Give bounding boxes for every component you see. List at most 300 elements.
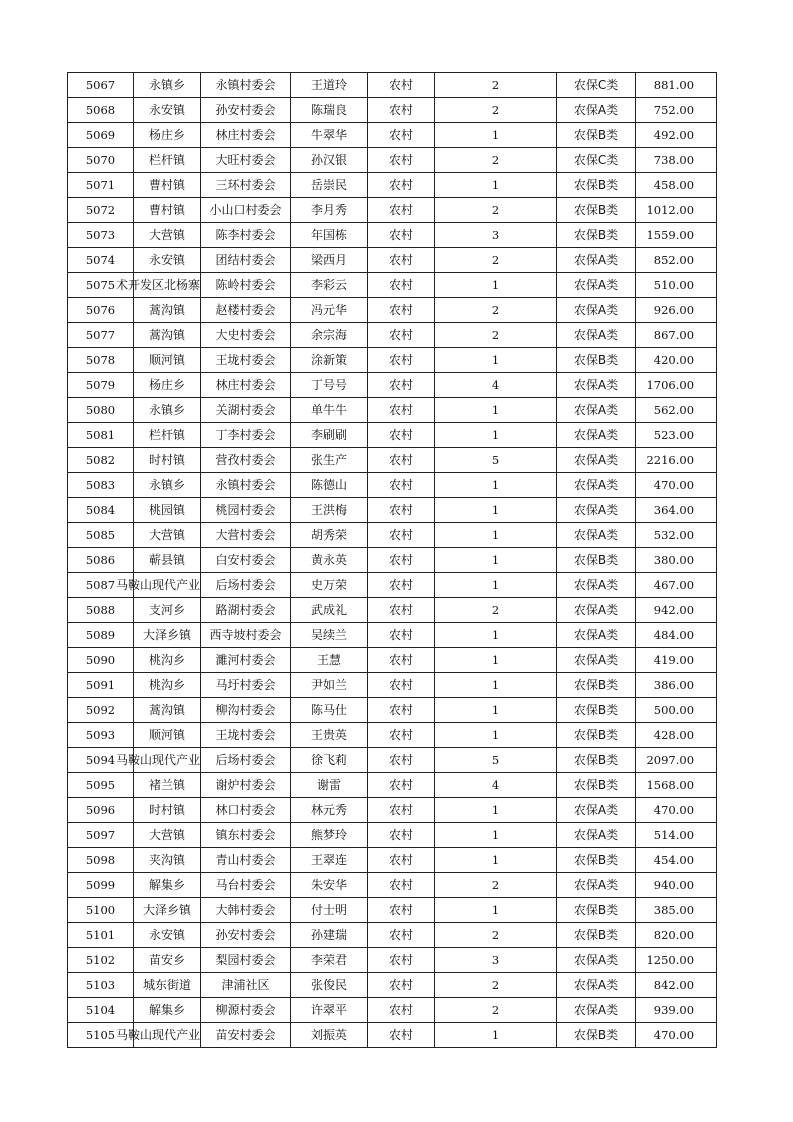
town-cell: 永镇乡 xyxy=(134,73,201,98)
insurance-category-cell: 农保C类 xyxy=(557,73,636,98)
household-size-cell: 1 xyxy=(435,398,557,423)
village-cell: 小山口村委会 xyxy=(201,198,291,223)
area-type-cell: 农村 xyxy=(368,748,435,773)
village-cell: 团结村委会 xyxy=(201,248,291,273)
town-cell: 时村镇 xyxy=(134,798,201,823)
amount-cell: 926.00 xyxy=(636,298,717,323)
area-type-cell: 农村 xyxy=(368,1023,435,1048)
area-type-cell: 农村 xyxy=(368,898,435,923)
area-type-cell: 农村 xyxy=(368,148,435,173)
household-size-cell: 1 xyxy=(435,548,557,573)
insurance-category-cell: 农保A类 xyxy=(557,573,636,598)
table-row xyxy=(68,548,717,573)
amount-cell: 942.00 xyxy=(636,598,717,623)
person-name-cell: 林元秀 xyxy=(291,798,368,823)
town-cell: 时村镇 xyxy=(134,448,201,473)
amount-cell: 484.00 xyxy=(636,623,717,648)
area-type-cell: 农村 xyxy=(368,773,435,798)
town-cell: 蒿沟镇 xyxy=(134,298,201,323)
table-row xyxy=(68,948,717,973)
amount-cell: 419.00 xyxy=(636,648,717,673)
record-id-cell: 5093 xyxy=(68,723,134,748)
insurance-category-cell: 农保B类 xyxy=(557,748,636,773)
area-type-cell: 农村 xyxy=(368,948,435,973)
record-id-cell: 5078 xyxy=(68,348,134,373)
village-cell: 梨园村委会 xyxy=(201,948,291,973)
town-cell: 马鞍山现代产业 xyxy=(134,573,201,598)
household-size-cell: 1 xyxy=(435,523,557,548)
area-type-cell: 农村 xyxy=(368,698,435,723)
village-cell: 孙安村委会 xyxy=(201,923,291,948)
amount-cell: 1559.00 xyxy=(636,223,717,248)
household-size-cell: 3 xyxy=(435,223,557,248)
record-id-cell: 5088 xyxy=(68,598,134,623)
village-cell: 关湖村委会 xyxy=(201,398,291,423)
amount-cell: 523.00 xyxy=(636,423,717,448)
town-cell: 蒿沟镇 xyxy=(134,323,201,348)
household-size-cell: 1 xyxy=(435,723,557,748)
insurance-category-cell: 农保A类 xyxy=(557,98,636,123)
record-id-cell: 5098 xyxy=(68,848,134,873)
record-id-cell: 5072 xyxy=(68,198,134,223)
amount-cell: 867.00 xyxy=(636,323,717,348)
town-cell: 永镇乡 xyxy=(134,473,201,498)
insurance-category-cell: 农保A类 xyxy=(557,398,636,423)
person-name-cell: 岳崇民 xyxy=(291,173,368,198)
area-type-cell: 农村 xyxy=(368,973,435,998)
town-cell: 马鞍山现代产业 xyxy=(134,1023,201,1048)
person-name-cell: 年国栋 xyxy=(291,223,368,248)
table-row xyxy=(68,173,717,198)
village-cell: 青山村委会 xyxy=(201,848,291,873)
area-type-cell: 农村 xyxy=(368,198,435,223)
table-row xyxy=(68,598,717,623)
area-type-cell: 农村 xyxy=(368,648,435,673)
town-cell: 曹村镇 xyxy=(134,198,201,223)
area-type-cell: 农村 xyxy=(368,123,435,148)
insurance-category-cell: 农保B类 xyxy=(557,548,636,573)
town-cell: 大营镇 xyxy=(134,823,201,848)
amount-cell: 532.00 xyxy=(636,523,717,548)
household-size-cell: 1 xyxy=(435,423,557,448)
town-cell: 顺河镇 xyxy=(134,723,201,748)
amount-cell: 510.00 xyxy=(636,273,717,298)
table-row xyxy=(68,223,717,248)
insurance-category-cell: 农保B类 xyxy=(557,698,636,723)
amount-cell: 470.00 xyxy=(636,473,717,498)
area-type-cell: 农村 xyxy=(368,273,435,298)
person-name-cell: 王慧 xyxy=(291,648,368,673)
table-row xyxy=(68,448,717,473)
insurance-category-cell: 农保B类 xyxy=(557,1023,636,1048)
household-size-cell: 4 xyxy=(435,373,557,398)
record-id-cell: 5094 xyxy=(68,748,134,773)
table-row xyxy=(68,1023,717,1048)
record-id-cell: 5075 xyxy=(68,273,134,298)
table-row xyxy=(68,848,717,873)
table-row xyxy=(68,123,717,148)
amount-cell: 470.00 xyxy=(636,798,717,823)
household-size-cell: 1 xyxy=(435,348,557,373)
amount-cell: 386.00 xyxy=(636,673,717,698)
town-cell: 桃沟乡 xyxy=(134,648,201,673)
household-size-cell: 1 xyxy=(435,798,557,823)
village-cell: 津浦社区 xyxy=(201,973,291,998)
amount-cell: 820.00 xyxy=(636,923,717,948)
insurance-category-cell: 农保A类 xyxy=(557,998,636,1023)
table-row xyxy=(68,73,717,98)
town-cell: 解集乡 xyxy=(134,998,201,1023)
amount-cell: 562.00 xyxy=(636,398,717,423)
village-cell: 王垅村委会 xyxy=(201,723,291,748)
person-name-cell: 王洪梅 xyxy=(291,498,368,523)
table-body xyxy=(68,73,717,1048)
welfare-table xyxy=(67,72,717,1048)
household-size-cell: 1 xyxy=(435,123,557,148)
area-type-cell: 农村 xyxy=(368,623,435,648)
village-cell: 三环村委会 xyxy=(201,173,291,198)
village-cell: 永镇村委会 xyxy=(201,73,291,98)
table-row xyxy=(68,198,717,223)
town-cell: 解集乡 xyxy=(134,873,201,898)
amount-cell: 364.00 xyxy=(636,498,717,523)
insurance-category-cell: 农保A类 xyxy=(557,623,636,648)
person-name-cell: 陈瑞良 xyxy=(291,98,368,123)
amount-cell: 842.00 xyxy=(636,973,717,998)
amount-cell: 458.00 xyxy=(636,173,717,198)
area-type-cell: 农村 xyxy=(368,298,435,323)
area-type-cell: 农村 xyxy=(368,423,435,448)
person-name-cell: 王翠连 xyxy=(291,848,368,873)
insurance-category-cell: 农保C类 xyxy=(557,148,636,173)
village-cell: 大旺村委会 xyxy=(201,148,291,173)
village-cell: 马圩村委会 xyxy=(201,673,291,698)
village-cell: 镇东村委会 xyxy=(201,823,291,848)
amount-cell: 881.00 xyxy=(636,73,717,98)
town-cell: 术开发区北杨寨 xyxy=(134,273,201,298)
record-id-cell: 5101 xyxy=(68,923,134,948)
person-name-cell: 李刷刷 xyxy=(291,423,368,448)
amount-cell: 467.00 xyxy=(636,573,717,598)
person-name-cell: 刘振英 xyxy=(291,1023,368,1048)
village-cell: 孙安村委会 xyxy=(201,98,291,123)
insurance-category-cell: 农保A类 xyxy=(557,798,636,823)
town-cell: 蕲县镇 xyxy=(134,548,201,573)
insurance-category-cell: 农保A类 xyxy=(557,948,636,973)
insurance-category-cell: 农保A类 xyxy=(557,298,636,323)
household-size-cell: 1 xyxy=(435,898,557,923)
village-cell: 后场村委会 xyxy=(201,573,291,598)
person-name-cell: 孙汉银 xyxy=(291,148,368,173)
table-row xyxy=(68,423,717,448)
amount-cell: 500.00 xyxy=(636,698,717,723)
area-type-cell: 农村 xyxy=(368,998,435,1023)
record-id-cell: 5092 xyxy=(68,698,134,723)
insurance-category-cell: 农保A类 xyxy=(557,648,636,673)
area-type-cell: 农村 xyxy=(368,523,435,548)
person-name-cell: 徐飞莉 xyxy=(291,748,368,773)
table-row xyxy=(68,273,717,298)
record-id-cell: 5089 xyxy=(68,623,134,648)
amount-cell: 428.00 xyxy=(636,723,717,748)
village-cell: 林庄村委会 xyxy=(201,123,291,148)
village-cell: 丁李村委会 xyxy=(201,423,291,448)
insurance-category-cell: 农保B类 xyxy=(557,773,636,798)
table-row xyxy=(68,298,717,323)
record-id-cell: 5087 xyxy=(68,573,134,598)
town-cell: 永镇乡 xyxy=(134,398,201,423)
household-size-cell: 1 xyxy=(435,498,557,523)
town-cell: 永安镇 xyxy=(134,98,201,123)
village-cell: 马台村委会 xyxy=(201,873,291,898)
area-type-cell: 农村 xyxy=(368,223,435,248)
record-id-cell: 5099 xyxy=(68,873,134,898)
town-cell: 曹村镇 xyxy=(134,173,201,198)
village-cell: 柳沟村委会 xyxy=(201,698,291,723)
household-size-cell: 2 xyxy=(435,298,557,323)
record-id-cell: 5070 xyxy=(68,148,134,173)
town-cell: 顺河镇 xyxy=(134,348,201,373)
amount-cell: 940.00 xyxy=(636,873,717,898)
insurance-category-cell: 农保A类 xyxy=(557,873,636,898)
record-id-cell: 5069 xyxy=(68,123,134,148)
table-row xyxy=(68,623,717,648)
household-size-cell: 5 xyxy=(435,448,557,473)
insurance-category-cell: 农保A类 xyxy=(557,498,636,523)
amount-cell: 738.00 xyxy=(636,148,717,173)
table-row xyxy=(68,348,717,373)
household-size-cell: 1 xyxy=(435,1023,557,1048)
village-cell: 大韩村委会 xyxy=(201,898,291,923)
village-cell: 赵楼村委会 xyxy=(201,298,291,323)
table-row xyxy=(68,898,717,923)
person-name-cell: 冯元华 xyxy=(291,298,368,323)
amount-cell: 385.00 xyxy=(636,898,717,923)
area-type-cell: 农村 xyxy=(368,73,435,98)
town-cell: 支河乡 xyxy=(134,598,201,623)
town-cell: 城东街道 xyxy=(134,973,201,998)
insurance-category-cell: 农保A类 xyxy=(557,448,636,473)
household-size-cell: 2 xyxy=(435,923,557,948)
person-name-cell: 王贵英 xyxy=(291,723,368,748)
area-type-cell: 农村 xyxy=(368,473,435,498)
table-row xyxy=(68,573,717,598)
town-cell: 大泽乡镇 xyxy=(134,623,201,648)
amount-cell: 420.00 xyxy=(636,348,717,373)
record-id-cell: 5073 xyxy=(68,223,134,248)
table-row xyxy=(68,748,717,773)
village-cell: 苗安村委会 xyxy=(201,1023,291,1048)
village-cell: 白安村委会 xyxy=(201,548,291,573)
table-row xyxy=(68,998,717,1023)
amount-cell: 1012.00 xyxy=(636,198,717,223)
area-type-cell: 农村 xyxy=(368,548,435,573)
table-row xyxy=(68,648,717,673)
table-row xyxy=(68,248,717,273)
table-row xyxy=(68,873,717,898)
town-cell: 褚兰镇 xyxy=(134,773,201,798)
table-row xyxy=(68,498,717,523)
amount-cell: 1568.00 xyxy=(636,773,717,798)
village-cell: 营孜村委会 xyxy=(201,448,291,473)
record-id-cell: 5091 xyxy=(68,673,134,698)
village-cell: 后场村委会 xyxy=(201,748,291,773)
record-id-cell: 5067 xyxy=(68,73,134,98)
household-size-cell: 1 xyxy=(435,848,557,873)
person-name-cell: 付士明 xyxy=(291,898,368,923)
table-row xyxy=(68,673,717,698)
amount-cell: 380.00 xyxy=(636,548,717,573)
area-type-cell: 农村 xyxy=(368,573,435,598)
record-id-cell: 5086 xyxy=(68,548,134,573)
village-cell: 桃园村委会 xyxy=(201,498,291,523)
amount-cell: 752.00 xyxy=(636,98,717,123)
person-name-cell: 陈德山 xyxy=(291,473,368,498)
insurance-category-cell: 农保A类 xyxy=(557,523,636,548)
town-cell: 栏杆镇 xyxy=(134,148,201,173)
insurance-category-cell: 农保B类 xyxy=(557,198,636,223)
household-size-cell: 2 xyxy=(435,598,557,623)
insurance-category-cell: 农保A类 xyxy=(557,273,636,298)
record-id-cell: 5085 xyxy=(68,523,134,548)
amount-cell: 492.00 xyxy=(636,123,717,148)
amount-cell: 1250.00 xyxy=(636,948,717,973)
record-id-cell: 5096 xyxy=(68,798,134,823)
town-cell: 永安镇 xyxy=(134,248,201,273)
village-cell: 陈岭村委会 xyxy=(201,273,291,298)
household-size-cell: 4 xyxy=(435,773,557,798)
record-id-cell: 5090 xyxy=(68,648,134,673)
town-cell: 永安镇 xyxy=(134,923,201,948)
village-cell: 大史村委会 xyxy=(201,323,291,348)
person-name-cell: 丁号号 xyxy=(291,373,368,398)
person-name-cell: 孙建瑞 xyxy=(291,923,368,948)
record-id-cell: 5097 xyxy=(68,823,134,848)
person-name-cell: 余宗海 xyxy=(291,323,368,348)
insurance-category-cell: 农保B类 xyxy=(557,898,636,923)
table-row xyxy=(68,323,717,348)
table-row xyxy=(68,523,717,548)
household-size-cell: 1 xyxy=(435,823,557,848)
area-type-cell: 农村 xyxy=(368,373,435,398)
person-name-cell: 谢雷 xyxy=(291,773,368,798)
village-cell: 永镇村委会 xyxy=(201,473,291,498)
town-cell: 桃沟乡 xyxy=(134,673,201,698)
area-type-cell: 农村 xyxy=(368,873,435,898)
person-name-cell: 李彩云 xyxy=(291,273,368,298)
amount-cell: 514.00 xyxy=(636,823,717,848)
insurance-category-cell: 农保B类 xyxy=(557,723,636,748)
table-row xyxy=(68,923,717,948)
record-id-cell: 5071 xyxy=(68,173,134,198)
record-id-cell: 5068 xyxy=(68,98,134,123)
village-cell: 王垅村委会 xyxy=(201,348,291,373)
insurance-category-cell: 农保B类 xyxy=(557,923,636,948)
table-row xyxy=(68,723,717,748)
household-size-cell: 2 xyxy=(435,248,557,273)
insurance-category-cell: 农保B类 xyxy=(557,673,636,698)
household-size-cell: 2 xyxy=(435,98,557,123)
person-name-cell: 黄永英 xyxy=(291,548,368,573)
record-id-cell: 5074 xyxy=(68,248,134,273)
town-cell: 大营镇 xyxy=(134,223,201,248)
household-size-cell: 1 xyxy=(435,273,557,298)
record-id-cell: 5076 xyxy=(68,298,134,323)
village-cell: 柳源村委会 xyxy=(201,998,291,1023)
town-cell: 蒿沟镇 xyxy=(134,698,201,723)
household-size-cell: 1 xyxy=(435,473,557,498)
record-id-cell: 5082 xyxy=(68,448,134,473)
person-name-cell: 单牛牛 xyxy=(291,398,368,423)
amount-cell: 2216.00 xyxy=(636,448,717,473)
village-cell: 路湖村委会 xyxy=(201,598,291,623)
amount-cell: 1706.00 xyxy=(636,373,717,398)
household-size-cell: 1 xyxy=(435,623,557,648)
insurance-category-cell: 农保A类 xyxy=(557,823,636,848)
record-id-cell: 5103 xyxy=(68,973,134,998)
person-name-cell: 张俊民 xyxy=(291,973,368,998)
amount-cell: 2097.00 xyxy=(636,748,717,773)
table-row xyxy=(68,148,717,173)
amount-cell: 852.00 xyxy=(636,248,717,273)
person-name-cell: 尹如兰 xyxy=(291,673,368,698)
record-id-cell: 5083 xyxy=(68,473,134,498)
area-type-cell: 农村 xyxy=(368,173,435,198)
area-type-cell: 农村 xyxy=(368,248,435,273)
household-size-cell: 1 xyxy=(435,673,557,698)
amount-cell: 939.00 xyxy=(636,998,717,1023)
record-id-cell: 5105 xyxy=(68,1023,134,1048)
table-row xyxy=(68,98,717,123)
person-name-cell: 武成礼 xyxy=(291,598,368,623)
area-type-cell: 农村 xyxy=(368,798,435,823)
record-id-cell: 5104 xyxy=(68,998,134,1023)
village-cell: 大营村委会 xyxy=(201,523,291,548)
insurance-category-cell: 农保B类 xyxy=(557,348,636,373)
insurance-category-cell: 农保B类 xyxy=(557,848,636,873)
table-row xyxy=(68,823,717,848)
town-cell: 杨庄乡 xyxy=(134,123,201,148)
village-cell: 濉河村委会 xyxy=(201,648,291,673)
household-size-cell: 3 xyxy=(435,948,557,973)
household-size-cell: 5 xyxy=(435,748,557,773)
record-id-cell: 5102 xyxy=(68,948,134,973)
person-name-cell: 熊梦玲 xyxy=(291,823,368,848)
person-name-cell: 王道玲 xyxy=(291,73,368,98)
record-id-cell: 5084 xyxy=(68,498,134,523)
household-size-cell: 2 xyxy=(435,198,557,223)
person-name-cell: 史万荣 xyxy=(291,573,368,598)
table-row xyxy=(68,773,717,798)
person-name-cell: 朱安华 xyxy=(291,873,368,898)
record-id-cell: 5080 xyxy=(68,398,134,423)
area-type-cell: 农村 xyxy=(368,598,435,623)
village-cell: 林口村委会 xyxy=(201,798,291,823)
area-type-cell: 农村 xyxy=(368,723,435,748)
household-size-cell: 2 xyxy=(435,73,557,98)
record-id-cell: 5095 xyxy=(68,773,134,798)
area-type-cell: 农村 xyxy=(368,448,435,473)
area-type-cell: 农村 xyxy=(368,673,435,698)
table-row xyxy=(68,698,717,723)
insurance-category-cell: 农保A类 xyxy=(557,473,636,498)
town-cell: 桃园镇 xyxy=(134,498,201,523)
area-type-cell: 农村 xyxy=(368,323,435,348)
area-type-cell: 农村 xyxy=(368,498,435,523)
household-size-cell: 2 xyxy=(435,873,557,898)
area-type-cell: 农村 xyxy=(368,848,435,873)
household-size-cell: 2 xyxy=(435,323,557,348)
